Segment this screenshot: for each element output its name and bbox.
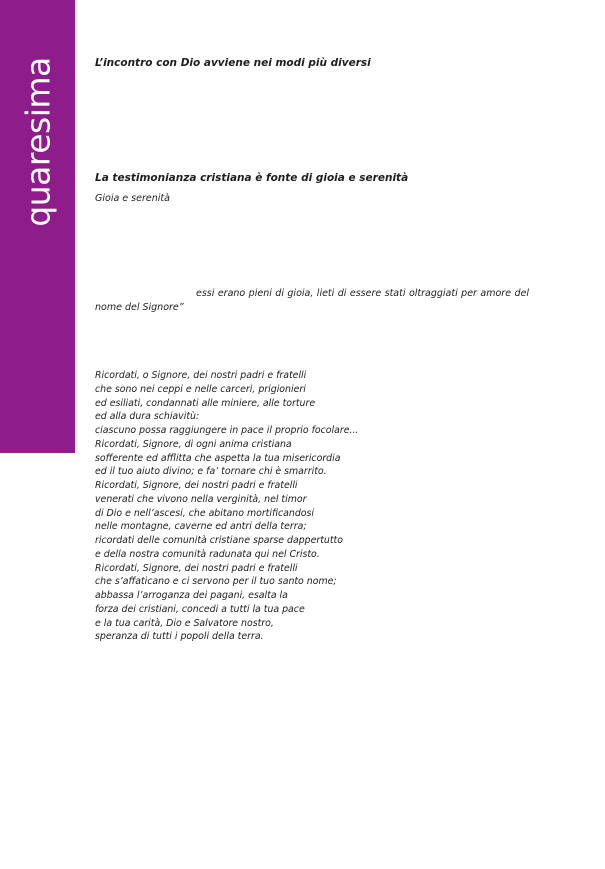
- prayer-line: di Dio e nell’ascesi, che abitano mortificandosi: [95, 507, 315, 519]
- prayer-line: venerati che vivono nella verginità, nel timor: [95, 493, 307, 505]
- prayer-line: nelle montagne, caverne ed antri della terra;: [95, 521, 307, 533]
- prayer-line: ed alla dura schiavitù:: [95, 411, 200, 423]
- quote-line: nome del Signore”: [95, 302, 184, 313]
- quote-line: essi erano pieni di gioia, lieti di essere stati oltraggiati per amore del: [196, 288, 529, 299]
- prayer-line: Ricordati, Signore, dei nostri padri e fratelli: [95, 562, 298, 574]
- prayer-line: ciascuno possa raggiungere in pace il proprio focolare...: [95, 425, 359, 436]
- side-band: [0, 0, 75, 453]
- prayer-line: che s’affaticano e ci servono per il tuo santo nome;: [95, 576, 337, 588]
- heading-encounter: L’incontro con Dio avviene nei modi più diversi: [95, 57, 371, 69]
- prayer-line: ed esiliati, condannati alle miniere, alle torture: [95, 397, 316, 409]
- subheading-joy: Gioia e serenità: [95, 193, 170, 204]
- heading-testimony: La testimonianza cristiana è fonte di gioia e serenità: [95, 172, 409, 184]
- prayer-line: forza dei cristiani, concedi a tutti la tua pace: [95, 603, 305, 615]
- section-label: quaresima: [18, 57, 58, 227]
- prayer-line: ed il tuo aiuto divino; e fa’ tornare chi è smarrito.: [95, 466, 327, 478]
- prayer-line: che sono nei ceppi e nelle carceri, prigionieri: [95, 383, 306, 395]
- prayer-text: [95, 369, 358, 644]
- prayer-line: abbassa l’arroganza dei pagani, esalta la: [95, 590, 288, 601]
- prayer-line: e la tua carità, Dio e Salvatore nostro,: [95, 617, 274, 629]
- prayer-line: e della nostra comunità radunata qui nel Cristo.: [95, 548, 320, 560]
- prayer-line: speranza di tutti i popoli della terra.: [95, 631, 264, 643]
- prayer-line: ricordati delle comunità cristiane sparse dappertutto: [95, 535, 343, 546]
- prayer-line: Ricordati, o Signore, dei nostri padri e fratelli: [95, 370, 307, 381]
- prayer-line: Ricordati, Signore, di ogni anima cristiana: [95, 438, 292, 450]
- prayer-line: sofferente ed afflitta che aspetta la tua misericordia: [95, 452, 341, 464]
- prayer-line: Ricordati, Signore, dei nostri padri e fratelli: [95, 480, 298, 491]
- scripture-quote: [95, 287, 529, 315]
